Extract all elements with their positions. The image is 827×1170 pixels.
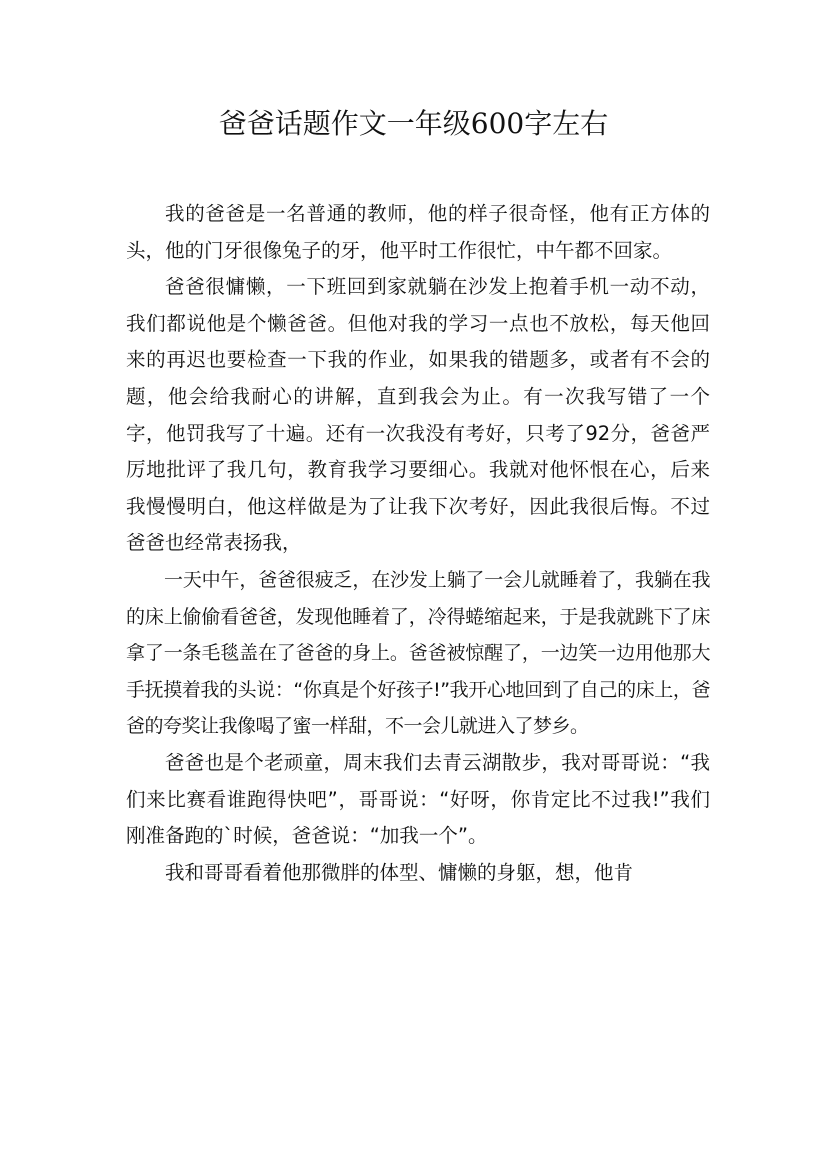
paragraph: 我和哥哥看着他那微胖的体型、慵懒的身躯，想，他肯 — [165, 860, 634, 884]
paragraph: 爸爸很慵懒，一下班回到家就躺在沙发上抱着手机一动不动，我们都说他是个懒爸爸。但他对我的学习一点也不放松，每天他回来的再迟也要检查一下我的作业，如果我的错题多，或者有不会的题，他会给我耐心的讲解，直到我会为止。有一次我写错了一个字，他罚我写了十遍。还有一次我没有考好，只考了92分，爸爸严厉地批评了我几句，教育我学习要细心。我就对他怀恨在心，后来我慢慢明白，他这样做是为了让我下次考好，因此我很后悔。不过爸爸也经常表扬我， — [126, 275, 710, 555]
paragraph: 我的爸爸是一名普通的教师，他的样子很奇怪，他有正方体的头，他的门牙很像兔子的牙，他平时工作很忙，中午都不回家。 — [126, 202, 710, 262]
paragraph: 爸爸也是个老顽童，周末我们去青云湖散步，我对哥哥说：“我们来比赛看谁跑得快吧”，哥哥说：“好呀，你肯定比不过我!”我们刚准备跑的`时候，爸爸说：“加我一个”。 — [126, 750, 710, 848]
paragraph: 一天中午，爸爸很疲乏，在沙发上躺了一会儿就睡着了，我躺在我的床上偷偷看爸爸，发现他睡着了，冷得蜷缩起来，于是我就跳下了床拿了一条毛毯盖在了爸爸的身上。爸爸被惊醒了，一边笑一边用他那大手抚摸着我的头说：“你真是个好孩子!”我开心地回到了自己的床上，爸爸的夸奖让我像喝了蜜一样甜，不一会儿就进入了梦乡。 — [126, 568, 710, 738]
document-body — [126, 196, 710, 891]
document-title: 爸爸话题作文一年级600字左右 — [218, 107, 609, 140]
